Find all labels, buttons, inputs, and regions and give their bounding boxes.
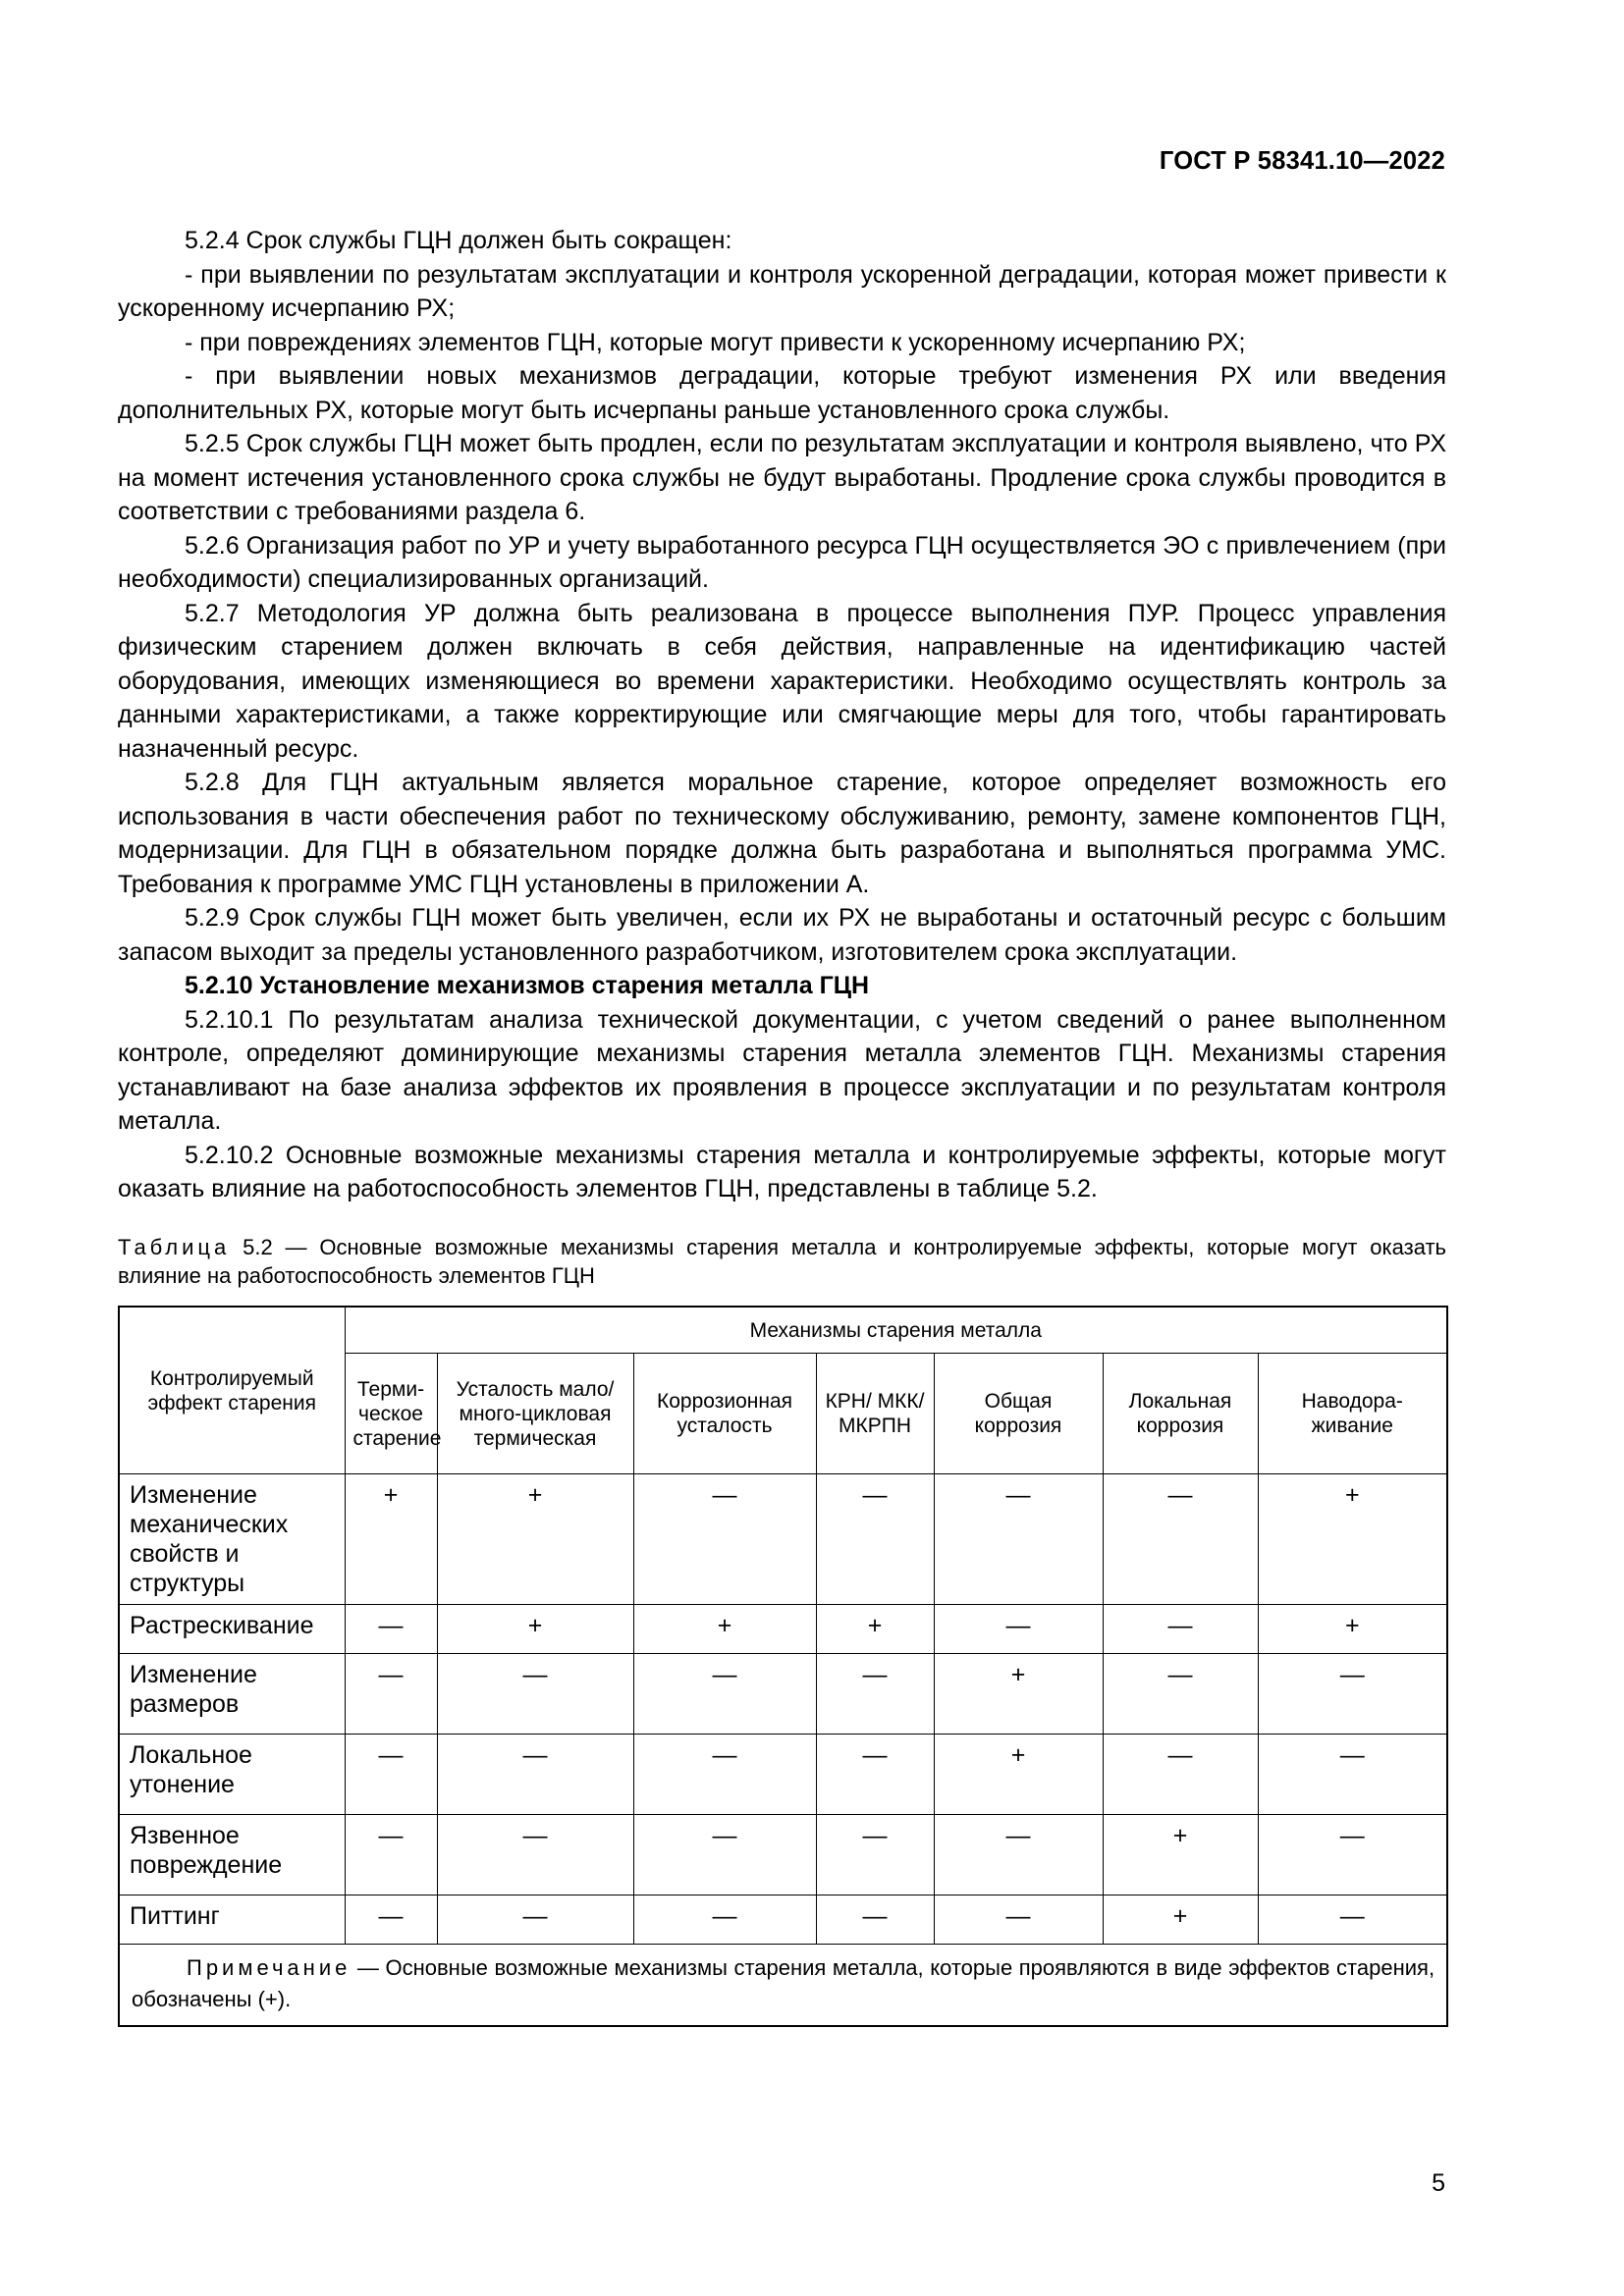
- page-number: 5: [1432, 2169, 1445, 2197]
- table-cell: +: [1258, 1474, 1447, 1605]
- row-label: Локальное утонение: [119, 1735, 345, 1815]
- table-cell: —: [816, 1815, 934, 1896]
- table-cell: —: [816, 1474, 934, 1605]
- table-cell: +: [1103, 1815, 1258, 1896]
- table-cell: —: [1258, 1654, 1447, 1735]
- table-cell: —: [437, 1735, 633, 1815]
- table-row: [119, 1896, 1447, 1945]
- paragraph-5-2-8: 5.2.8 Для ГЦН актуальным является моральное старение, которое определяет возможность его использования в части обеспечения работ по техническому обслуживанию, ремонту, замене компонентов ГЦН, модернизации. Для ГЦН в обязательном порядке должна быть разработана и выполняться программа УМС. Требования к программе УМС ГЦН установлены в приложении А.: [118, 769, 1446, 898]
- list-item-accelerated-degradation: - при выявлении по результатам эксплуатации и контроля ускоренной деградации, которая может привести к ускоренному исчерпанию РХ;: [118, 260, 1446, 322]
- paragraph-5-2-9: 5.2.9 Срок службы ГЦН может быть увеличен, если их РХ не выработаны и остаточный ресурс с большим запасом выходит за пределы установленного разработчиком, изготовителем срока эксплуатации.: [118, 904, 1446, 966]
- table-cell: +: [1258, 1605, 1447, 1654]
- column-header: Усталость мало/много-цикловая термическая: [437, 1354, 633, 1474]
- paragraph-5-2-6: 5.2.6 Организация работ по УР и учету выработанного ресурса ГЦН осуществляется ЭО с привлечением (при необходимости) специализированных организаций.: [118, 531, 1446, 593]
- table-cell: +: [345, 1474, 437, 1605]
- table-cell: +: [934, 1735, 1103, 1815]
- table-cell: —: [633, 1474, 816, 1605]
- column-header: Локальная коррозия: [1103, 1354, 1258, 1474]
- row-label: Изменение размеров: [119, 1654, 345, 1735]
- table-cell: +: [1103, 1896, 1258, 1945]
- table-cell: —: [437, 1896, 633, 1945]
- row-header-cell: Контролируемый эффект старения: [119, 1307, 345, 1474]
- table-row: [119, 1474, 1447, 1605]
- row-label: Питтинг: [119, 1896, 345, 1945]
- paragraph-5-2-10-1: 5.2.10.1 По результатам анализа технической документации, с учетом сведений о ранее выполненном контроле, определяют доминирующие механизмы старения металла элементов ГЦН. Механизмы старения устанавливают на базе анализа эффектов их проявления в процессе эксплуатации и по результатам контроля металла.: [118, 1005, 1446, 1135]
- column-header: КРН/ МКК/ МКРПН: [816, 1354, 934, 1474]
- table-cell: —: [345, 1896, 437, 1945]
- table-cell: —: [1258, 1896, 1447, 1945]
- table-cell: —: [1258, 1815, 1447, 1896]
- paragraph-5-2-5: 5.2.5 Срок службы ГЦН может быть продлен, если по результатам эксплуатации и контроля выявлено, что РХ на момент истечения установленного срока службы не будут выработаны. Продление срока службы проводится в соответствии с требованиями раздела 6.: [118, 430, 1446, 525]
- section-heading-5-2-10: 5.2.10 Установление механизмов старения металла ГЦН: [185, 972, 870, 999]
- table-cell: —: [1103, 1605, 1258, 1654]
- table-row: [119, 1735, 1447, 1815]
- table-row: [119, 1815, 1447, 1896]
- table-cell: +: [816, 1605, 934, 1654]
- table-caption: [118, 1233, 1446, 1290]
- row-label: Растрескивание: [119, 1605, 345, 1654]
- table-note-text: — Основные возможные механизмы старения металла, которые проявляются в виде эффектов старения, обозначены (+).: [132, 1955, 1435, 2011]
- table-cell: —: [816, 1735, 934, 1815]
- column-header: Наводора-живание: [1258, 1354, 1447, 1474]
- table-cell: —: [934, 1815, 1103, 1896]
- table-cell: +: [934, 1654, 1103, 1735]
- table-cell: —: [1258, 1735, 1447, 1815]
- row-label: Язвенное повреждение: [119, 1815, 345, 1896]
- table-cell: —: [816, 1654, 934, 1735]
- table-cell: —: [345, 1605, 437, 1654]
- paragraph-5-2-7: 5.2.7 Методология УР должна быть реализована в процессе выполнения ПУР. Процесс управления физическим старением должен включать в себя действия, направленные на идентификацию частей оборудования, имеющих изменяющиеся во времени характеристики. Необходимо осуществлять контроль за данными характеристиками, а также корректирующие или смягчающие меры для того, чтобы гарантировать назначенный ресурс.: [118, 599, 1446, 763]
- table-note: [119, 1945, 1447, 2027]
- table-caption-label: Таблица: [118, 1235, 231, 1259]
- aging-mechanisms-table: [118, 1306, 1448, 2027]
- list-item-element-damage: - при повреждениях элементов ГЦН, которые могут привести к ускоренному исчерпанию РХ;: [185, 328, 1246, 356]
- group-header-cell: Механизмы старения металла: [345, 1307, 1447, 1354]
- table-cell: —: [345, 1654, 437, 1735]
- table-cell: —: [816, 1896, 934, 1945]
- table-cell: —: [1103, 1474, 1258, 1605]
- table-cell: —: [934, 1605, 1103, 1654]
- table-row: [119, 1654, 1447, 1735]
- table-row: [119, 1605, 1447, 1654]
- list-item-new-mechanisms: - при выявлении новых механизмов деградации, которые требуют изменения РХ или введения дополнительных РХ, которые могут быть исчерпаны раньше установленного срока службы.: [118, 362, 1446, 424]
- table-cell: +: [437, 1605, 633, 1654]
- table-cell: —: [934, 1474, 1103, 1605]
- table-cell: —: [633, 1735, 816, 1815]
- table-cell: —: [633, 1654, 816, 1735]
- table-caption-text: 5.2 — Основные возможные механизмы старения металла и контролируемые эффекты, которые могут оказать влияние на работоспособность элементов ГЦН: [118, 1235, 1446, 1288]
- table-cell: —: [437, 1815, 633, 1896]
- column-header: Терми-ческое старение: [345, 1354, 437, 1474]
- table-cell: —: [1103, 1735, 1258, 1815]
- table-cell: —: [633, 1896, 816, 1945]
- paragraph-5-2-4: 5.2.4 Срок службы ГЦН должен быть сокращен:: [185, 227, 732, 254]
- table-cell: —: [934, 1896, 1103, 1945]
- table-cell: —: [345, 1735, 437, 1815]
- table-cell: +: [633, 1605, 816, 1654]
- column-header: Коррозионная усталость: [633, 1354, 816, 1474]
- column-header: Общая коррозия: [934, 1354, 1103, 1474]
- table-cell: —: [1103, 1654, 1258, 1735]
- table-cell: —: [633, 1815, 816, 1896]
- document-id-header: ГОСТ Р 58341.10—2022: [1159, 147, 1445, 175]
- body-text: [118, 224, 1446, 1206]
- table-cell: +: [437, 1474, 633, 1605]
- table-note-row: [119, 1945, 1447, 2027]
- table-note-label: Примечание: [187, 1955, 352, 1980]
- row-label: Изменение механических свойств и структуры: [119, 1474, 345, 1605]
- table-cell: —: [437, 1654, 633, 1735]
- paragraph-5-2-10-2: 5.2.10.2 Основные возможные механизмы старения металла и контролируемые эффекты, которые могут оказать влияние на работоспособность элементов ГЦН, представлены в таблице 5.2.: [118, 1141, 1446, 1202]
- table-cell: —: [345, 1815, 437, 1896]
